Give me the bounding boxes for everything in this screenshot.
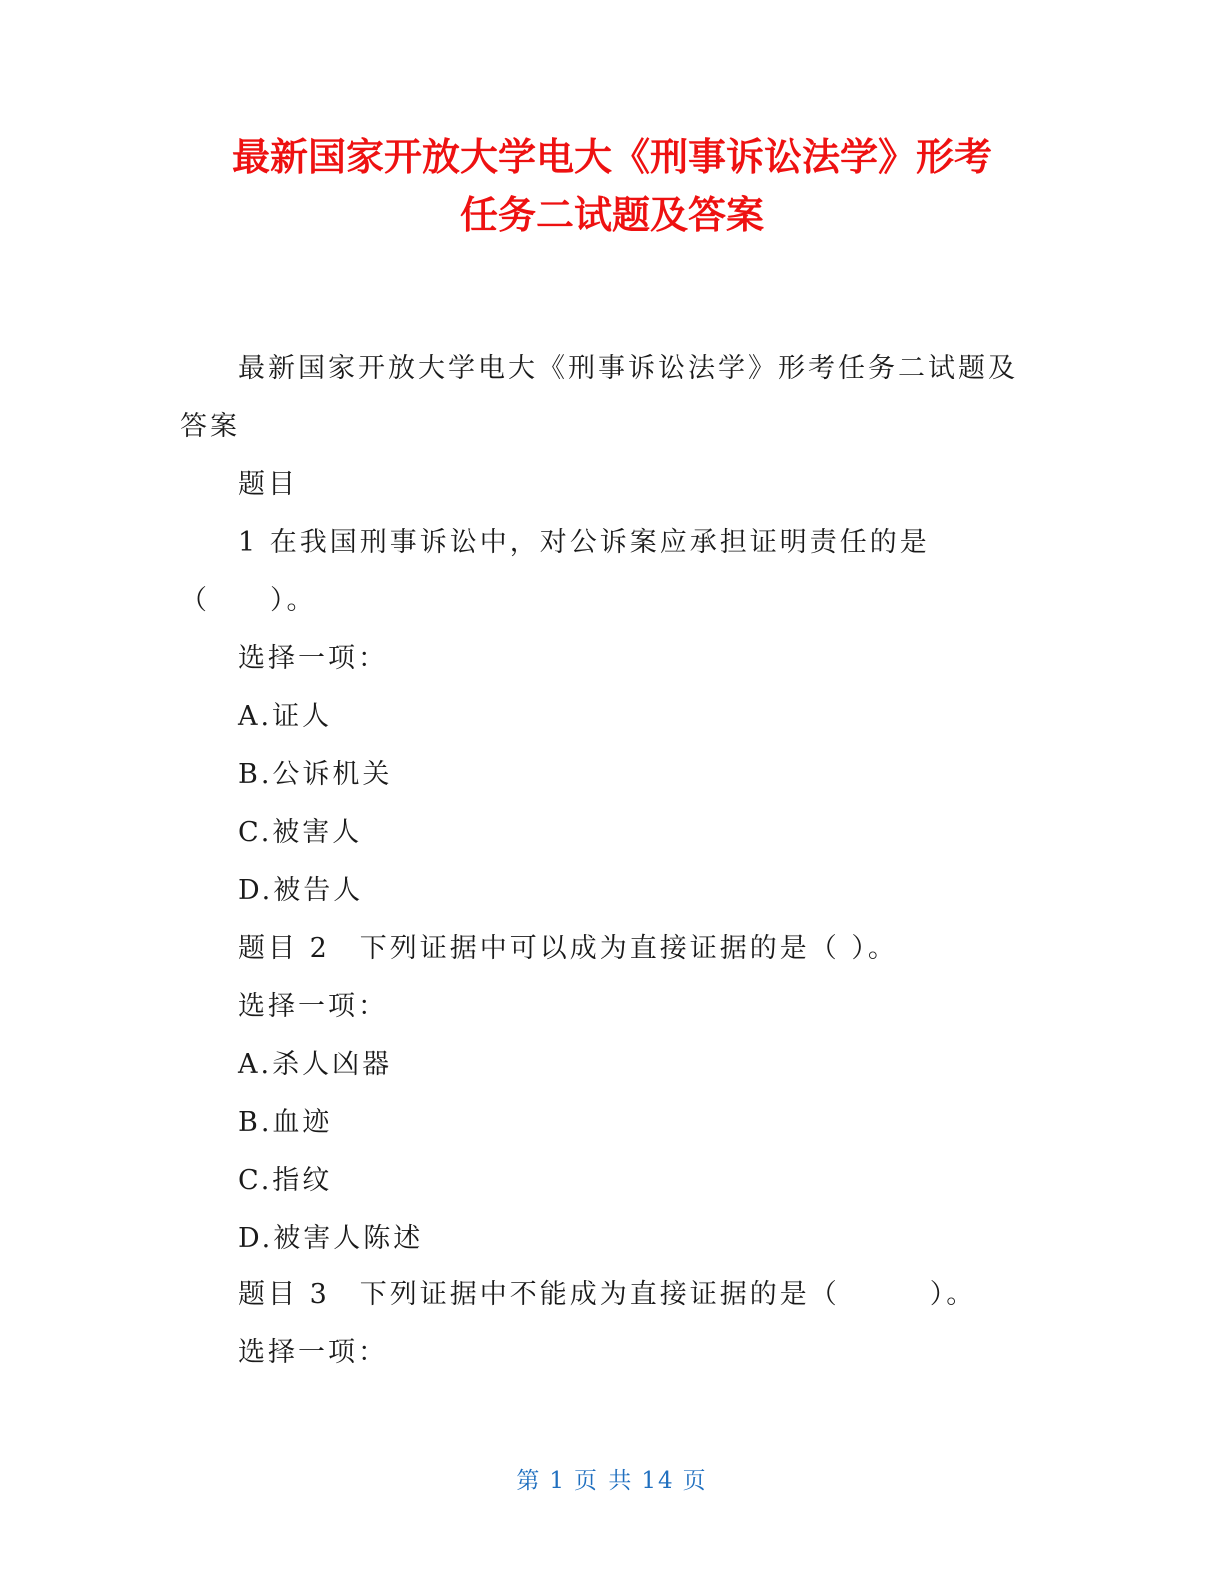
question-2-option-a: A.杀人凶器 bbox=[238, 1049, 393, 1080]
question-1-text: 1 在我国刑事诉讼中，对公诉案应承担证明责任的是 bbox=[238, 527, 930, 558]
question-2-text: 题目 2 下列证据中可以成为直接证据的是（ ）。 bbox=[238, 933, 898, 964]
question-1-option-a: A.证人 bbox=[238, 701, 333, 732]
question-2-option-d: D.被害人陈述 bbox=[238, 1223, 424, 1254]
question-1-prompt: 选择一项： bbox=[238, 643, 388, 674]
footer-total-pages: 14 bbox=[641, 1468, 675, 1494]
question-2-prompt: 选择一项： bbox=[238, 991, 388, 1022]
intro-line-1: 最新国家开放大学电大《刑事诉讼法学》形考任务二试题及 bbox=[238, 353, 1018, 384]
footer-mid: 页 共 bbox=[574, 1468, 634, 1494]
document-title bbox=[150, 128, 1074, 244]
intro-line-2: 答案 bbox=[180, 411, 240, 442]
title-line-2: 任务二试题及答案 bbox=[459, 193, 764, 237]
title-line-1: 最新国家开放大学电大《刑事诉讼法学》形考 bbox=[231, 135, 992, 179]
question-1-option-c: C.被害人 bbox=[238, 817, 363, 848]
footer-suffix: 页 bbox=[682, 1468, 708, 1494]
question-1-option-b: B.公诉机关 bbox=[238, 759, 393, 790]
question-1-option-d: D.被告人 bbox=[238, 875, 364, 906]
question-1-blank: （ ）。 bbox=[180, 585, 317, 616]
question-3-text: 题目 3 下列证据中不能成为直接证据的是（ ）。 bbox=[238, 1279, 977, 1310]
page-footer bbox=[0, 1462, 1224, 1495]
section-heading: 题目 bbox=[238, 469, 298, 500]
footer-prefix: 第 bbox=[516, 1468, 542, 1494]
footer-page-number: 1 bbox=[549, 1468, 567, 1494]
question-2-option-c: C.指纹 bbox=[238, 1165, 333, 1196]
question-2-option-b: B.血迹 bbox=[238, 1107, 333, 1138]
question-3-prompt: 选择一项： bbox=[238, 1337, 388, 1368]
